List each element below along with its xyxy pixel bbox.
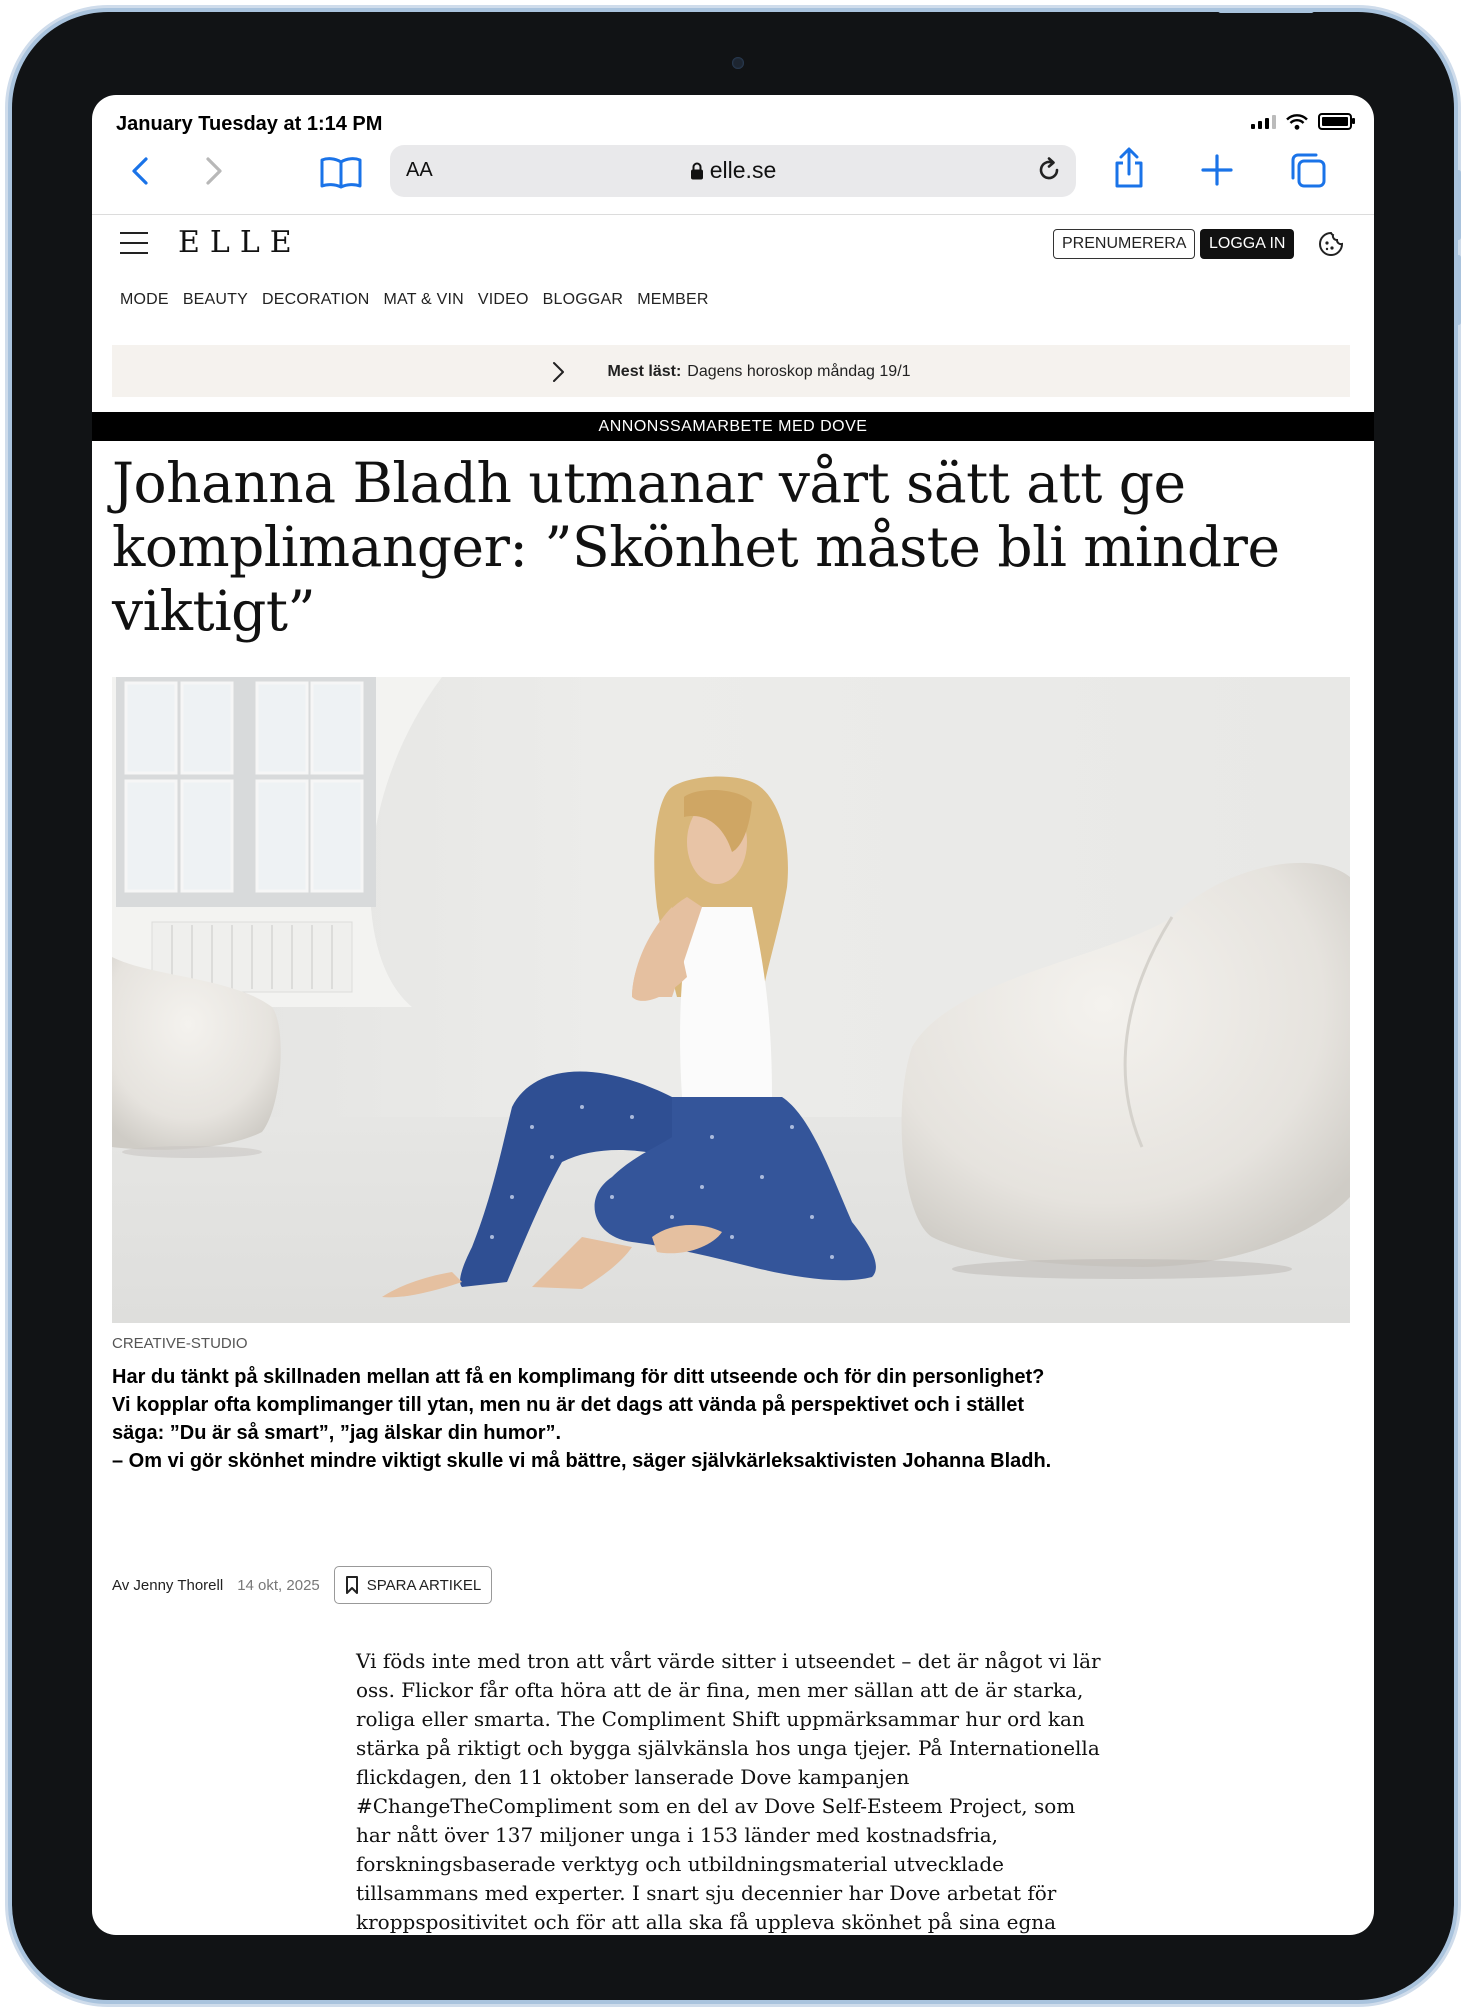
article-lead [112, 1363, 1052, 1475]
signal-icon [1251, 115, 1276, 129]
nav-item-mat-vin[interactable]: MAT & VIN [383, 291, 464, 308]
bookmarks-icon[interactable] [320, 155, 362, 189]
sponsor-bar: ANNONSSAMARBETE MED DOVE [92, 412, 1374, 441]
nav-item-video[interactable]: VIDEO [477, 291, 529, 308]
author[interactable]: Av Jenny Thorell [112, 1576, 224, 1594]
volume-up-button [1456, 170, 1461, 240]
cookie-icon[interactable] [1318, 231, 1344, 257]
front-camera [732, 57, 744, 69]
nav-item-decoration[interactable]: DECORATION [262, 291, 370, 308]
most-read-link[interactable]: Dagens horoskop måndag 19/1 [687, 363, 911, 381]
nav-item-member[interactable]: MEMBER [637, 291, 709, 308]
url-text: elle.se [709, 157, 777, 183]
hero-image [112, 677, 1350, 1323]
nav-item-bloggar[interactable]: BLOGGAR [542, 291, 624, 308]
forward-icon[interactable] [200, 151, 226, 191]
most-read-banner[interactable] [112, 345, 1350, 397]
screen [92, 95, 1374, 1935]
subscribe-button[interactable]: PRENUMERERA [1053, 229, 1195, 259]
status-icons [1251, 113, 1352, 130]
new-tab-icon[interactable] [1200, 153, 1234, 187]
menu-icon[interactable] [120, 232, 148, 262]
share-icon[interactable] [1110, 145, 1148, 191]
article-headline: Johanna Bladh utmanar vårt sätt att ge komplimanger: ”Skönhet måste bli mindre viktigt” [112, 451, 1280, 643]
text-size-button[interactable]: AA [406, 159, 433, 181]
nav-item-mode[interactable]: MODE [120, 291, 169, 308]
image-credit: CREATIVE-STUDIO [112, 1335, 248, 1352]
address-bar[interactable] [390, 145, 1076, 197]
toolbar-divider [92, 214, 1374, 215]
lead-paragraph-1: Har du tänkt på skillnaden mellan att få en komplimang för ditt utseende och för din personlighet? Vi kopplar ofta komplimanger till ytan, men nu är det dags att vända på perspektivet och i stället säga: ”Du är så smart”, ”jag älskar din humor”. [112, 1366, 1045, 1444]
login-button[interactable]: LOGGA IN [1200, 229, 1294, 259]
chevron-right-icon[interactable] [551, 361, 565, 383]
most-read-content [112, 361, 1350, 383]
lock-icon [690, 162, 704, 180]
publish-date: 14 okt, 2025 [237, 1576, 320, 1594]
reload-icon[interactable] [1034, 155, 1064, 185]
volume-down-button [1456, 255, 1461, 325]
article-meta [112, 1566, 492, 1604]
top-button [1218, 8, 1314, 13]
url-display[interactable] [390, 157, 1076, 184]
elle-logo[interactable]: ELLE [178, 225, 302, 260]
tabs-icon[interactable] [1288, 150, 1328, 190]
nav-item-beauty[interactable]: BEAUTY [182, 291, 249, 308]
back-icon[interactable] [128, 151, 154, 191]
status-time: January Tuesday at 1:14 PM [116, 113, 383, 135]
main-nav [120, 291, 709, 309]
lead-paragraph-2: – Om vi gör skönhet mindre viktigt skulle vi må bättre, säger självkärleksaktivisten Johanna Bladh. [112, 1450, 1052, 1472]
wifi-icon [1286, 114, 1308, 130]
battery-icon [1318, 113, 1352, 130]
save-article-button[interactable] [334, 1566, 493, 1604]
save-article-label: SPARA ARTIKEL [366, 1576, 482, 1594]
bookmark-icon [345, 1575, 359, 1595]
most-read-label: Mest läst: [607, 363, 682, 381]
article-body: Vi föds inte med tron att vårt värde sitter i utseendet – det är något vi lär oss. Flickor får ofta höra att de är fina, men mer sällan att de är starka, roliga eller smarta. The Compliment Shift uppmärksammar hur ord kan stärka på riktigt och bygga självkänsla hos unga tjejer. På Internationella flickdagen, den 11 oktober lanserade Dove kampanjen #ChangeTheCompliment som en del av Dove Self-Esteem Project, som har nått över 137 miljoner unga i 153 länder med kostnadsfria, forskningsbaserade verktyg och utbildningsmaterial utvecklade tillsammans med experter. I snart sju decennier har Dove arbetat för kroppspositivitet och för att alla ska få uppleva skönhet på sina egna [356, 1649, 1101, 1934]
